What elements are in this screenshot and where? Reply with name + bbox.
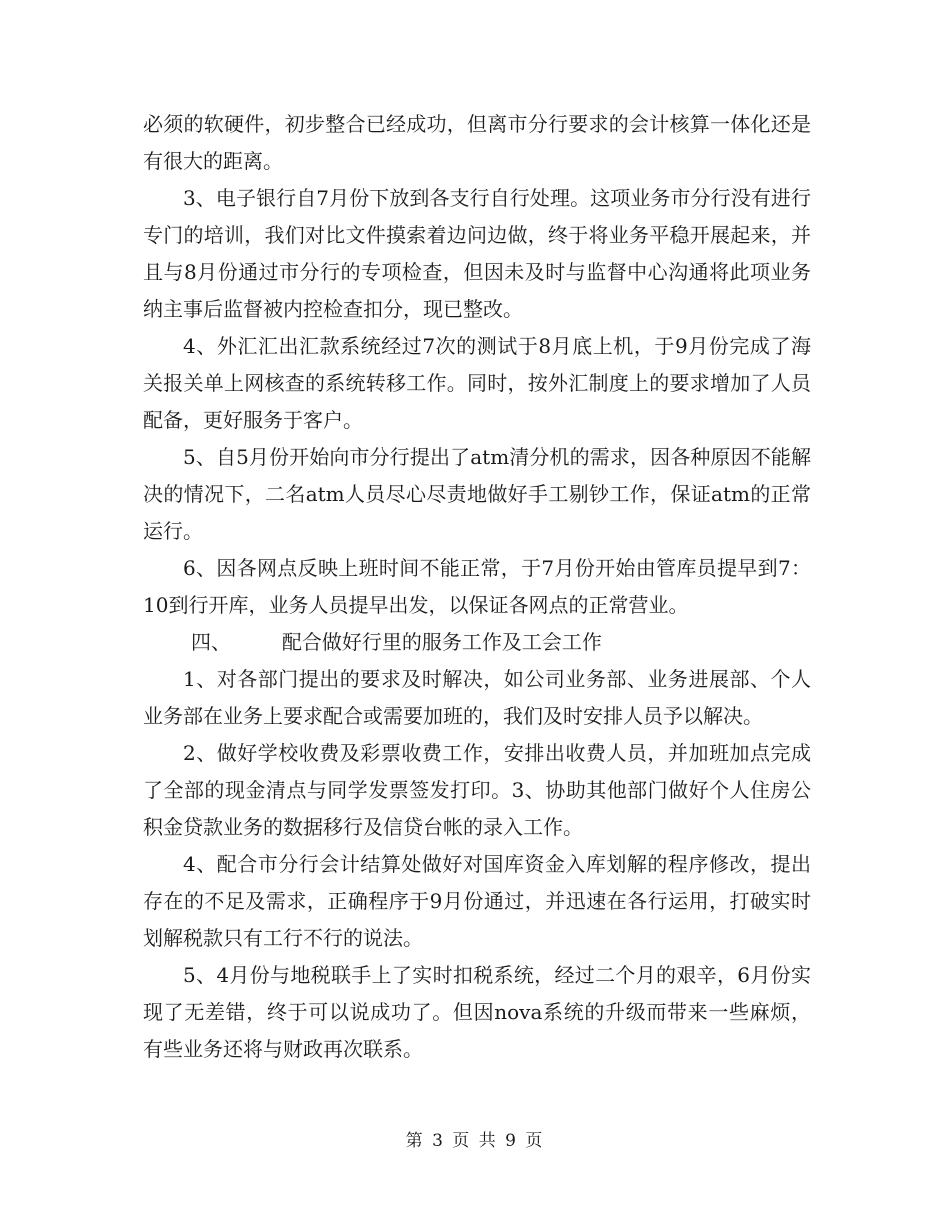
paragraph-item-1-departments: 1、对各部门提出的要求及时解决，如公司业务部、业务进展部、个人业务部在业务上要求配合或需要加班的，我们及时安排人员予以解决。 (143, 667, 811, 728)
paragraph-item-2-fees: 2、做好学校收费及彩票收费工作，安排出收费人员，并加班加点完成了全部的现金清点与同学发票签发打印。3、协助其他部门做好个人住房公积金贷款业务的数据移行及信贷台帐的录入工作。 (143, 741, 811, 839)
paragraph-continuation: 必须的软硬件，初步整合已经成功，但离市分行要求的会计核算一体化还是有很大的距离。 (143, 112, 811, 173)
paragraph-item-5-tax: 5、4月份与地税联手上了实时扣税系统，经过二个月的艰辛，6月份实现了无差错，终于可以说成功了。但因nova系统的升级而带来一些麻烦，有些业务还将与财政再次联系。 (143, 963, 811, 1061)
paragraph-item-3-electronic-banking: 3、电子银行自7月份下放到各支行自行处理。这项业务市分行没有进行专门的培训，我们对比文件摸索着边问边做，终于将业务平稳开展起来，并且与8月份通过市分行的专项检查，但因未及时与监督中心沟通将此项业务纳主事后监督被内控检查扣分，现已整改。 (143, 186, 811, 321)
page-number-footer: 第 3 页 共 9 页 (405, 1131, 545, 1151)
section-heading-four: 四、 配合做好行里的服务工作及工会工作 (191, 630, 602, 654)
paragraph-item-6-vault: 6、因各网点反映上班时间不能正常，于7月份开始由管库员提早到7：10到行开库，业务人员提早出发，以保证各网点的正常营业。 (143, 556, 811, 617)
paragraph-item-4-foreign-exchange: 4、外汇汇出汇款系统经过7次的测试于8月底上机，于9月份完成了海关报关单上网核查的系统转移工作。同时，按外汇制度上的要求增加了人员配备，更好服务于客户。 (143, 334, 811, 432)
paragraph-item-4-treasury: 4、配合市分行会计结算处做好对国库资金入库划解的程序修改，提出存在的不足及需求，正确程序于9月份通过，并迅速在各行运用，打破实时划解税款只有工行不行的说法。 (143, 852, 811, 950)
paragraph-item-5-atm: 5、自5月份开始向市分行提出了atm清分机的需求，因各种原因不能解决的情况下，二名atm人员尽心尽责地做好手工剔钞工作，保证atm的正常运行。 (143, 445, 811, 543)
document-body (143, 106, 811, 1068)
